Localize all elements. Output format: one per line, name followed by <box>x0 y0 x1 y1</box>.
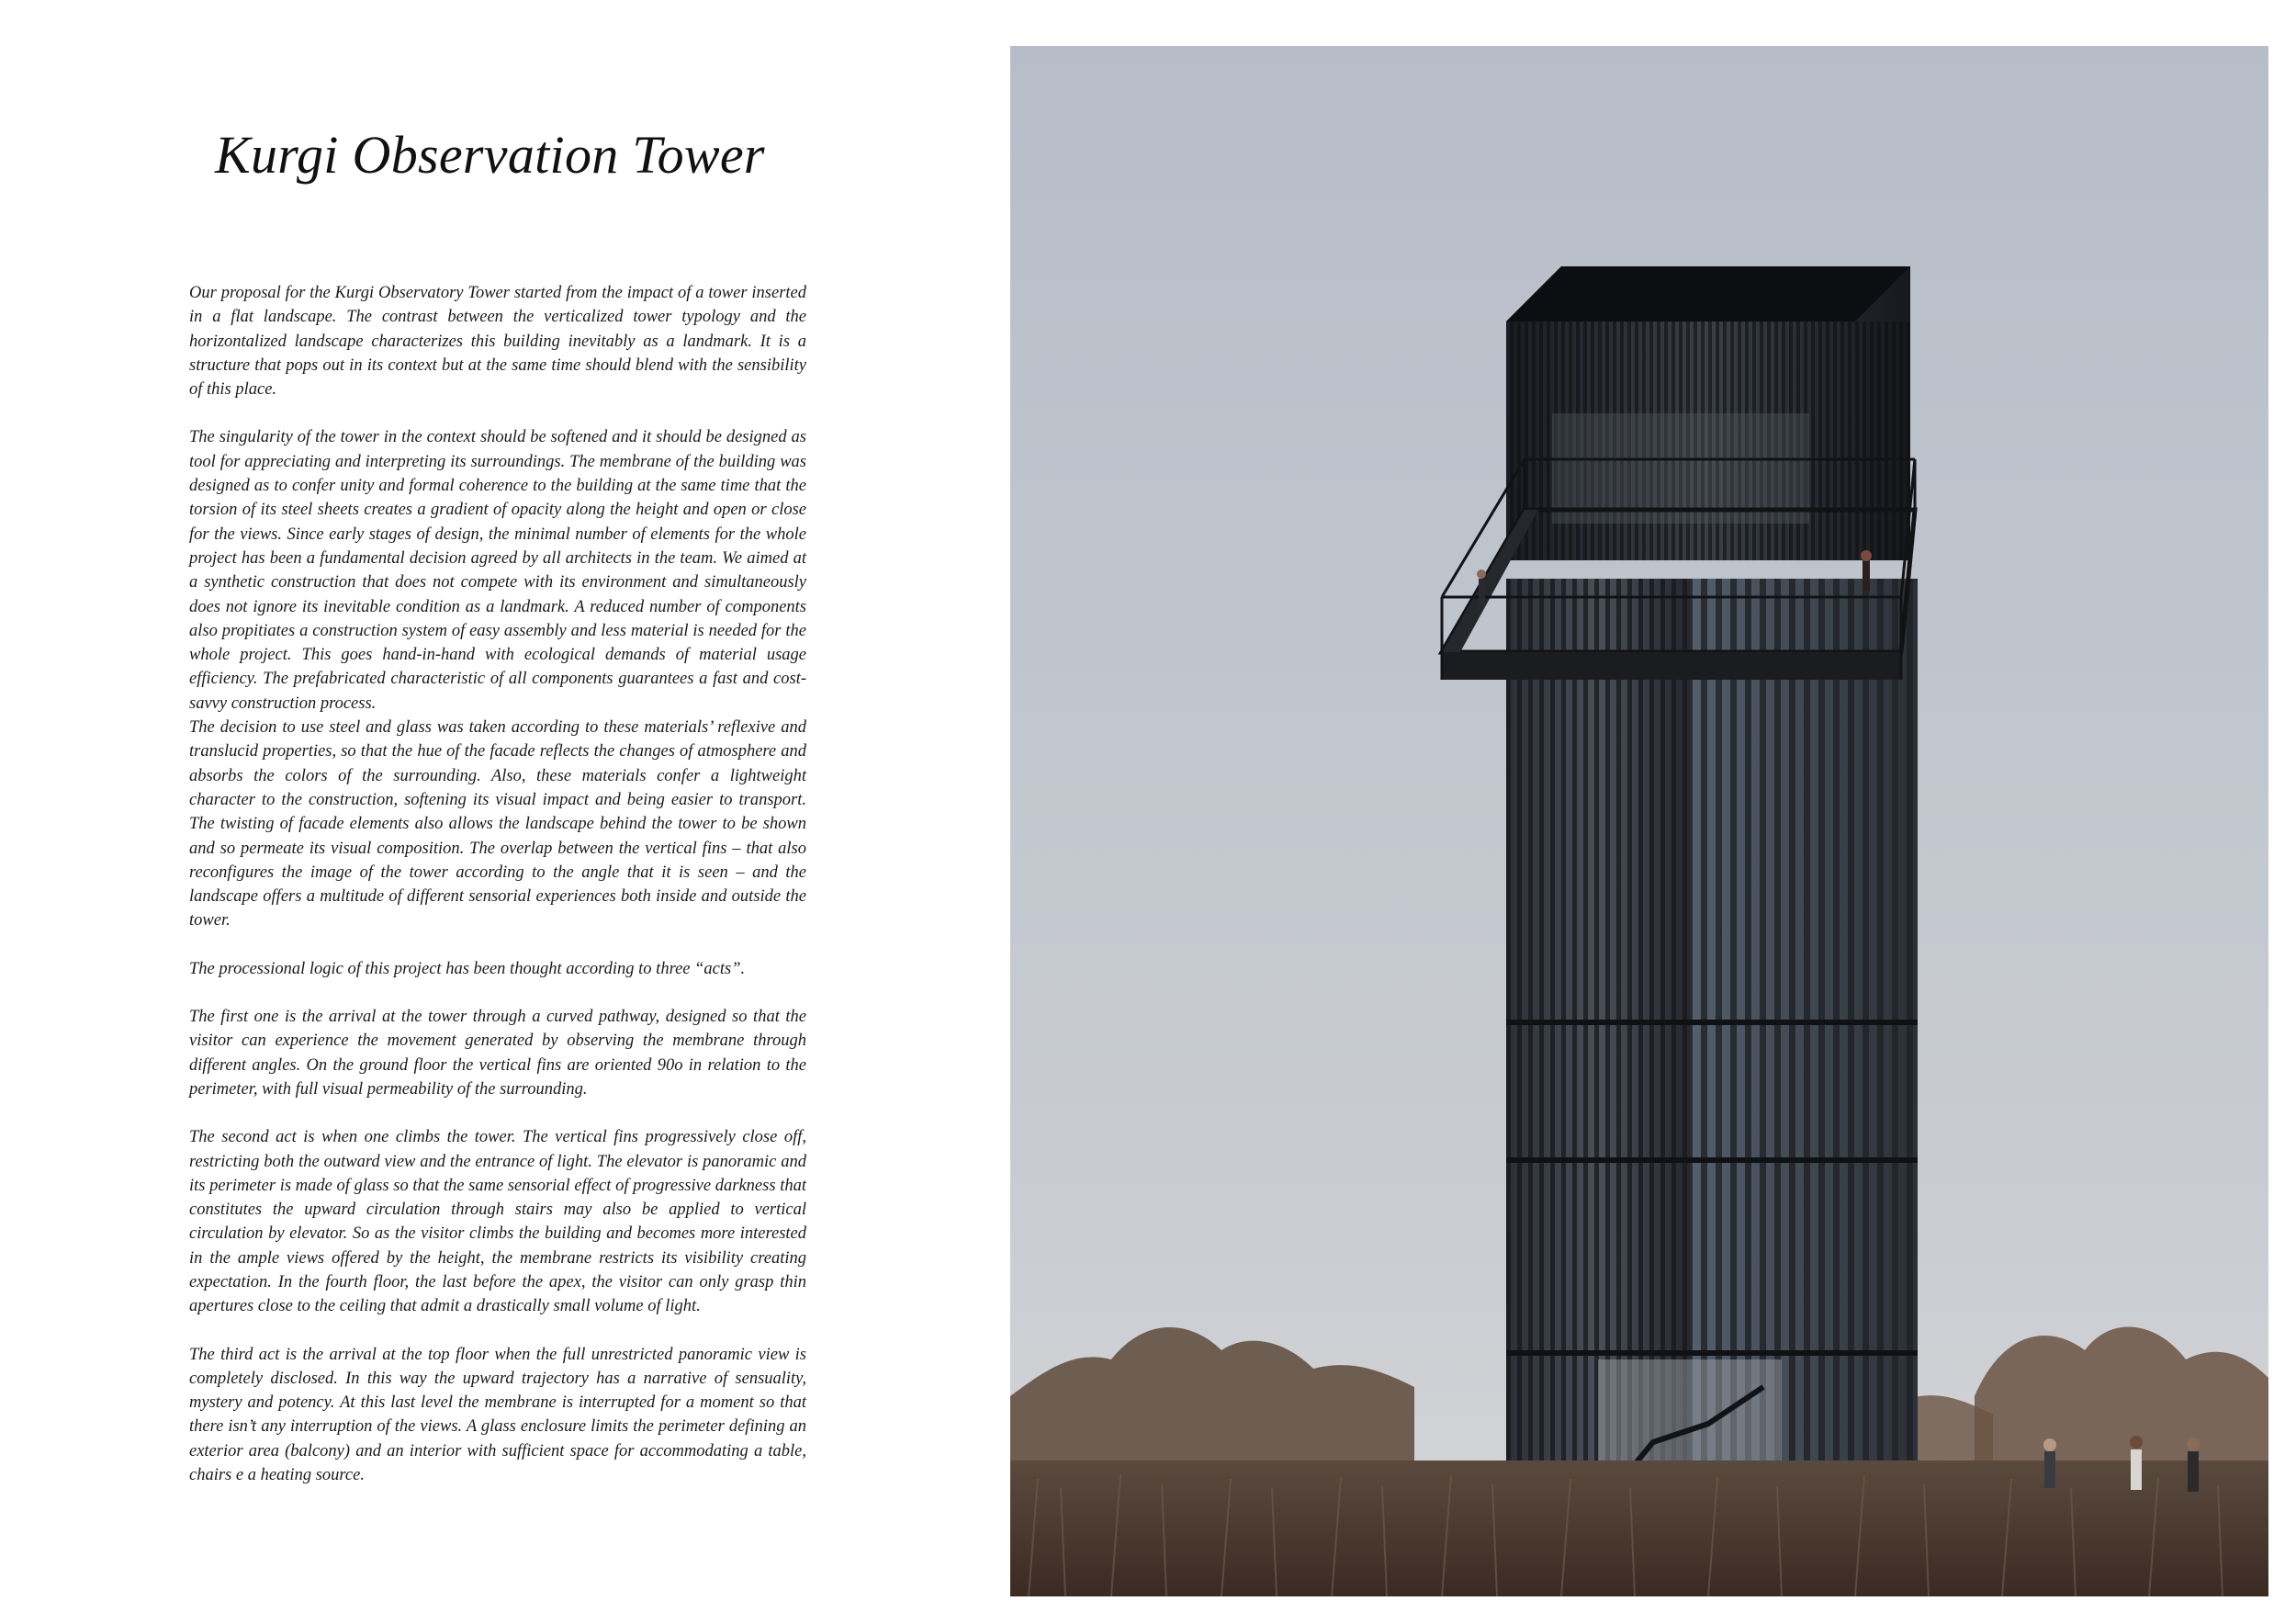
paragraph: The decision to use steel and glass was taken according to these materials’ reflexive and translucid properties, so that the hue of the facade reflects the changes of atmosphere and absorbs the colors of the surrounding. Also, these materials confer a lightweight character to the construction, softening its visual impact and being easier to transport. The twisting of facade elements also allows the landscape behind the tower to be shown and so permeate its visual composition. The overlap between the vertical fins – that also reconfigures the image of the tower according to the angle that it is seen – and the landscape offers a multitude of different sensorial experiences both inside and outside the tower. <box>189 718 806 930</box>
tower-rendering-image <box>1010 46 2268 1596</box>
page-title: Kurgi Observation Tower <box>215 125 765 185</box>
paragraph: The processional logic of this project has been thought according to three “acts”. <box>189 959 746 978</box>
paragraph: Our proposal for the Kurgi Observatory Tower started from the impact of a tower inserted in a flat landscape. The contrast between the verticalized tower typology and the horizontalized landscape characterizes this building inevitably as a landmark. It is a structure that pops out in its context but at the same time should blend with the sensibility of this place. <box>189 284 806 400</box>
paragraph: The second act is when one climbs the tower. The vertical fins progressively close off, restricting both the outward view and the entrance of light. The elevator is panoramic and its perimeter is made of glass so that the same sensorial effect of progressive darkness that constitutes the upward circulation through stairs may also be applied to vertical circulation by elevator. So as the visitor climbs the building and becomes more interested in the ample views offered by the height, the membrane restricts its visibility creating expectation. In the fourth floor, the last before the apex, the visitor can only grasp thin apertures close to the ceiling that admit a drastically small volume of light. <box>189 1128 806 1316</box>
body-text <box>189 281 806 1487</box>
paragraph: The singularity of the tower in the context should be softened and it should be designed as tool for appreciating and interpreting its surroundings. The membrane of the building was designed as to confer unity and formal coherence to the building at the same time that the torsion of its steel sheets creates a gradient of opacity along the height and open or close for the views. Since early stages of design, the minimal number of elements for the whole project has been a fundamental decision agreed by all architects in the team. We aimed at a synthetic construction that does not compete with its environment and simultaneously does not ignore its inevitable condition as a landmark. A reduced number of components also propitiates a construction system of easy assembly and less material is needed for the whole project. This goes hand-in-hand with ecological demands of material usage efficiency. The prefabricated characteristic of all components guarantees a fast and cost-savvy construction process. <box>189 428 806 713</box>
text-column <box>189 125 806 1487</box>
paragraph: The third act is the arrival at the top floor when the full unrestricted panoramic view is completely disclosed. In this way the upward trajectory has a narrative of sensuality, mystery and potency. At this last level the membrane is interrupted for a moment so that there isn’t any interruption of the views. A glass enclosure limits the perimeter defining an exterior area (balcony) and an interior with sufficient space for accommodating a table, chairs e a heating source. <box>189 1345 806 1485</box>
paragraph: The first one is the arrival at the tower through a curved pathway, designed so that the visitor can experience the movement generated by observing the membrane through different angles. On the ground floor the vertical fins are oriented 90o in relation to the perimeter, with full visual permeability of the surrounding. <box>189 1008 806 1099</box>
tower-rendering <box>1010 46 2268 1596</box>
